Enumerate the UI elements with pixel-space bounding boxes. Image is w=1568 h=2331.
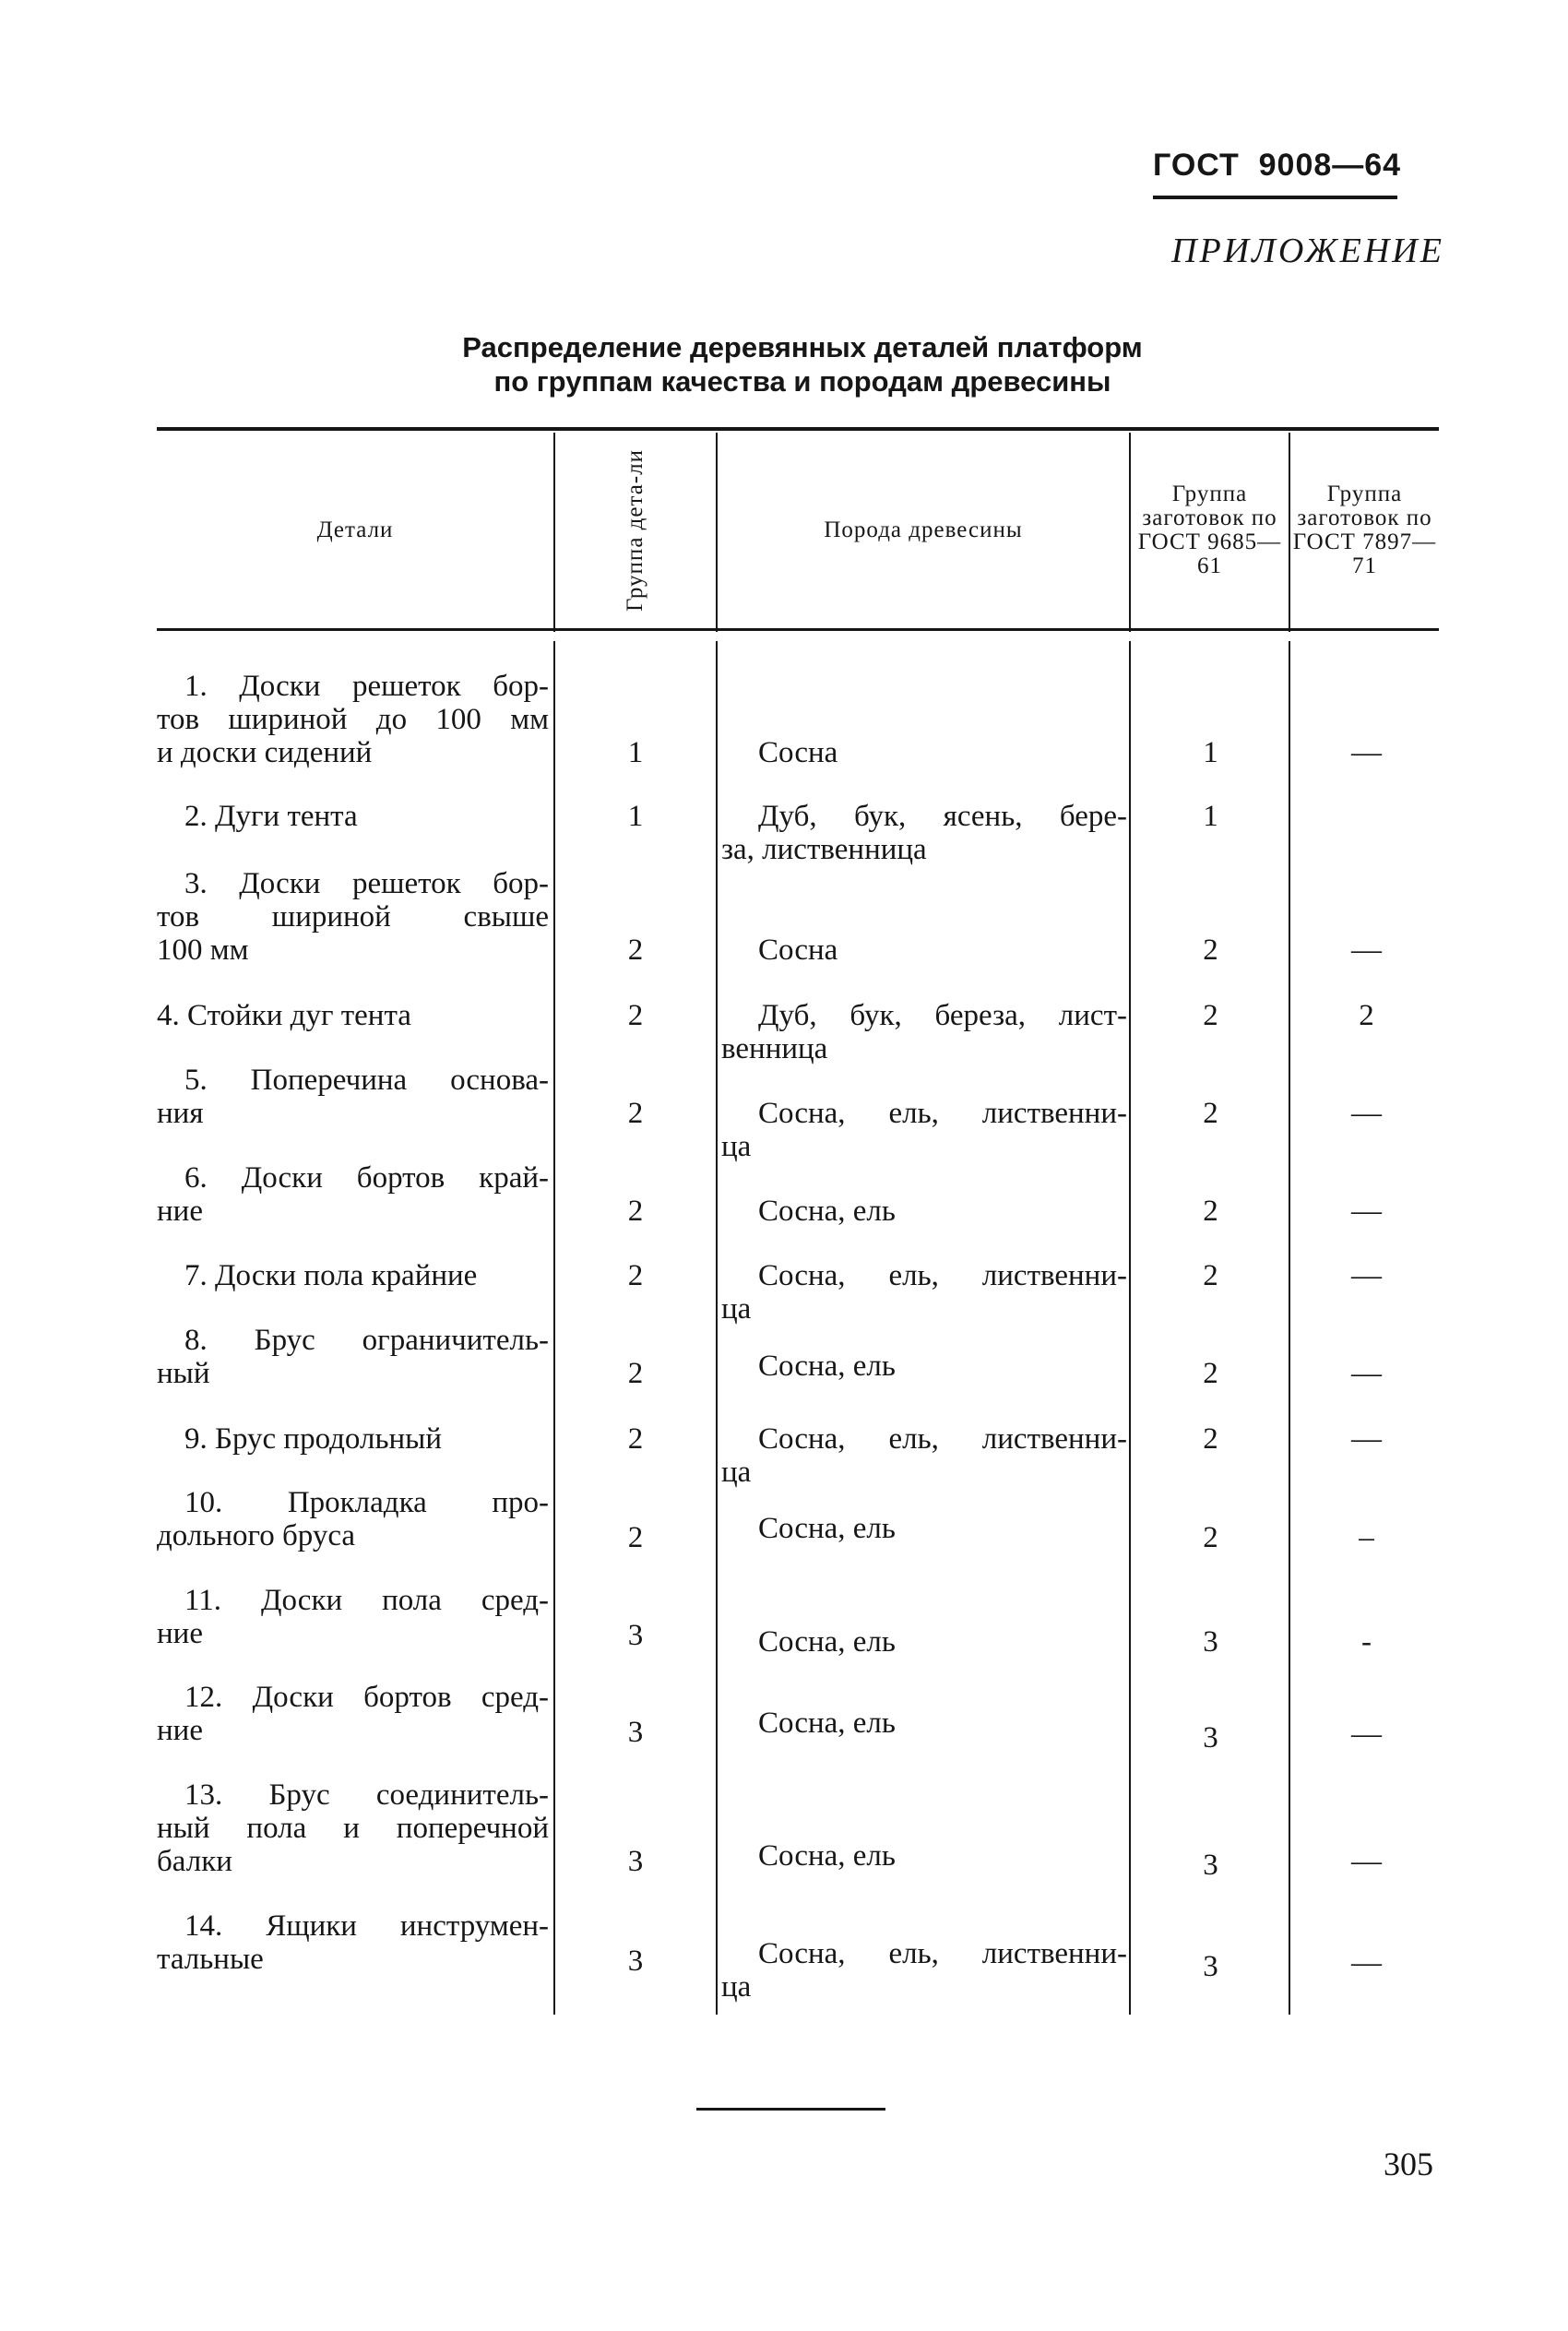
detail-group-cell: 3 [627, 1944, 644, 1978]
column-header-wood: Порода древесины [824, 517, 1023, 542]
detail-text: и доски сидений [157, 736, 373, 769]
detail-text: тов шириной свыше [157, 900, 549, 934]
detail-group-cell: 3 [627, 1619, 644, 1652]
wood-text: ца [721, 1130, 752, 1163]
detail-cell [157, 1909, 549, 1976]
standard-underline [1153, 196, 1397, 199]
column-divider [1129, 433, 1131, 2015]
wood-cell [721, 1350, 1127, 1383]
blank-group-7897-cell: — [1351, 1946, 1382, 1980]
detail-cell [157, 1584, 549, 1650]
detail-text: 6. Доски бортов край- [184, 1161, 549, 1195]
column-header-blank-group-7897: Группа заготовок по ГОСТ 7897—71 [1292, 482, 1437, 578]
wood-text: Сосна, ель, лиственни- [758, 1937, 1127, 1970]
wood-text: венница [721, 1032, 828, 1065]
blank-group-9685-cell: 2 [1203, 1195, 1218, 1228]
blank-group-9685-cell: 2 [1203, 1259, 1218, 1292]
blank-group-7897-cell: 2 [1359, 999, 1374, 1032]
wood-cell [721, 1422, 1127, 1489]
detail-text: ный пола и поперечной [157, 1812, 549, 1845]
blank-group-9685-cell: 2 [1203, 1422, 1218, 1456]
blank-group-7897-cell: — [1351, 1259, 1382, 1292]
table-title [277, 330, 1328, 398]
blank-group-9685-cell: 1 [1203, 800, 1218, 833]
detail-text: ние [157, 1195, 203, 1228]
detail-text: 10. Прокладка про- [184, 1486, 549, 1519]
detail-cell [157, 999, 549, 1032]
wood-text: Сосна [758, 736, 838, 769]
wood-text: Сосна, ель [758, 1625, 896, 1659]
blank-group-7897-cell: – [1359, 1521, 1374, 1554]
detail-group-cell: 3 [627, 1716, 644, 1749]
wood-cell [721, 1625, 1127, 1659]
blank-group-7897-cell: — [1351, 1422, 1382, 1456]
wood-text: ца [721, 1292, 752, 1326]
detail-group-cell: 2 [627, 934, 644, 967]
column-header-group [555, 438, 716, 623]
detail-text: 3. Доски решеток бор- [184, 867, 549, 900]
blank-group-9685-cell: 3 [1203, 1950, 1218, 1983]
wood-text: ца [721, 1970, 752, 2004]
column-divider [716, 433, 718, 2015]
detail-text: 14. Ящики инструмен- [184, 1909, 549, 1943]
detail-text: 1. Доски решеток бор- [184, 670, 549, 703]
header-gap [157, 632, 1439, 641]
detail-cell [157, 670, 549, 769]
detail-cell [157, 1422, 549, 1456]
blank-group-7897-cell: — [1351, 736, 1382, 769]
footer-rule [696, 2108, 885, 2111]
blank-group-9685-cell: 2 [1203, 999, 1218, 1032]
wood-cell [721, 934, 1127, 967]
wood-text: Дуб, бук, береза, лист- [758, 999, 1127, 1032]
detail-group-cell: 2 [627, 1195, 644, 1228]
detail-cell [157, 867, 549, 967]
detail-group-cell: 1 [627, 736, 644, 769]
wood-text: Дуб, бук, ясень, бере- [758, 800, 1127, 833]
blank-group-7897-cell: — [1351, 1357, 1382, 1390]
detail-cell [157, 800, 549, 833]
appendix-label: ПРИЛОЖЕНИЕ [1171, 232, 1444, 270]
table-title-line-2: по группам качества и породам древесины [493, 365, 1111, 398]
wood-text: Сосна, ель [758, 1350, 896, 1383]
detail-group-cell: 1 [627, 800, 644, 833]
detail-text: 100 мм [157, 934, 249, 967]
detail-group-cell: 2 [627, 1259, 644, 1292]
blank-group-7897-cell: — [1351, 934, 1382, 967]
wood-cell [721, 1839, 1127, 1873]
detail-cell [157, 1064, 549, 1130]
column-divider [1289, 433, 1290, 2015]
wood-cell [721, 1195, 1127, 1228]
wood-text: Сосна, ель, лиственни- [758, 1259, 1127, 1292]
wood-cell [721, 800, 1127, 866]
blank-group-9685-cell: 2 [1203, 1097, 1218, 1130]
detail-cell [157, 1161, 549, 1228]
table-title-line-1: Распределение деревянных деталей платформ [462, 331, 1143, 363]
blank-group-7897-cell: — [1351, 1845, 1382, 1878]
detail-cell [157, 1778, 549, 1878]
blank-group-9685-cell: 3 [1203, 1849, 1218, 1882]
detail-text: 8. Брус ограничитель- [184, 1324, 549, 1357]
wood-text: ца [721, 1456, 752, 1489]
detail-text: дольного бруса [157, 1519, 356, 1552]
wood-cell [721, 1937, 1127, 2004]
detail-text: 5. Поперечина основа- [184, 1064, 549, 1097]
blank-group-7897-cell: - [1361, 1625, 1372, 1659]
blank-group-9685-cell: 3 [1203, 1721, 1218, 1754]
detail-text: 12. Доски бортов сред- [184, 1681, 549, 1714]
detail-cell [157, 1324, 549, 1390]
detail-text: ние [157, 1617, 203, 1650]
wood-cell [721, 999, 1127, 1065]
wood-text: Сосна [758, 934, 838, 967]
table-top-rule [157, 427, 1439, 431]
detail-group-cell: 2 [627, 1521, 644, 1554]
detail-text: ния [157, 1097, 204, 1130]
wood-text: Сосна, ель, лиственни- [758, 1422, 1127, 1456]
wood-cell [721, 1097, 1127, 1163]
blank-group-7897-cell: — [1351, 1718, 1382, 1751]
page-number: 305 [1384, 2146, 1433, 2182]
blank-group-9685-cell: 3 [1203, 1625, 1218, 1659]
detail-cell [157, 1681, 549, 1747]
wood-text: Сосна, ель [758, 1512, 896, 1545]
blank-group-9685-cell: 2 [1203, 1521, 1218, 1554]
detail-group-cell: 2 [627, 1097, 644, 1130]
detail-text: 9. Брус продольный [184, 1422, 442, 1456]
wood-text: Сосна, ель [758, 1839, 896, 1873]
column-header-blank-group-9685: Группа заготовок по ГОСТ 9685—61 [1137, 482, 1282, 578]
detail-group-cell: 2 [627, 1357, 644, 1390]
detail-group-cell: 3 [627, 1845, 644, 1878]
blank-group-9685-cell: 2 [1203, 1357, 1218, 1390]
detail-text: 11. Доски пола сред- [184, 1584, 549, 1617]
column-header-detail: Детали [316, 517, 394, 542]
blank-group-7897-cell: — [1351, 1097, 1382, 1130]
detail-cell [157, 1259, 549, 1292]
wood-text: Сосна, ель, лиственни- [758, 1097, 1127, 1130]
wood-text: Сосна, ель [758, 1195, 896, 1228]
table-header-rule [157, 628, 1439, 631]
detail-text: 4. Стойки дуг тента [157, 999, 411, 1032]
distribution-table [157, 427, 1439, 2014]
blank-group-9685-cell: 1 [1203, 736, 1218, 769]
detail-text: ние [157, 1714, 203, 1747]
detail-text: 13. Брус соединитель- [184, 1778, 549, 1812]
detail-text: 7. Доски пола крайние [184, 1259, 478, 1292]
detail-group-cell: 2 [627, 1422, 644, 1456]
wood-cell [721, 736, 1127, 769]
detail-group-cell: 2 [627, 999, 644, 1032]
blank-group-7897-cell: — [1351, 1195, 1382, 1228]
wood-text: за, лиственница [721, 833, 927, 866]
wood-text: Сосна, ель [758, 1707, 896, 1740]
wood-cell [721, 1259, 1127, 1326]
detail-text: балки [157, 1845, 232, 1878]
detail-text: ный [157, 1357, 210, 1390]
standard-number: ГОСТ 9008—64 [1153, 148, 1402, 183]
detail-cell [157, 1486, 549, 1552]
wood-cell [721, 1512, 1127, 1545]
wood-cell [721, 1707, 1127, 1740]
detail-text: 2. Дуги тента [184, 800, 358, 833]
column-header-group-label: Группа дета-ли [623, 449, 648, 612]
column-divider [553, 433, 555, 2015]
detail-text: тальные [157, 1943, 264, 1976]
blank-group-9685-cell: 2 [1203, 934, 1218, 967]
detail-text: тов шириной до 100 мм [157, 703, 549, 736]
